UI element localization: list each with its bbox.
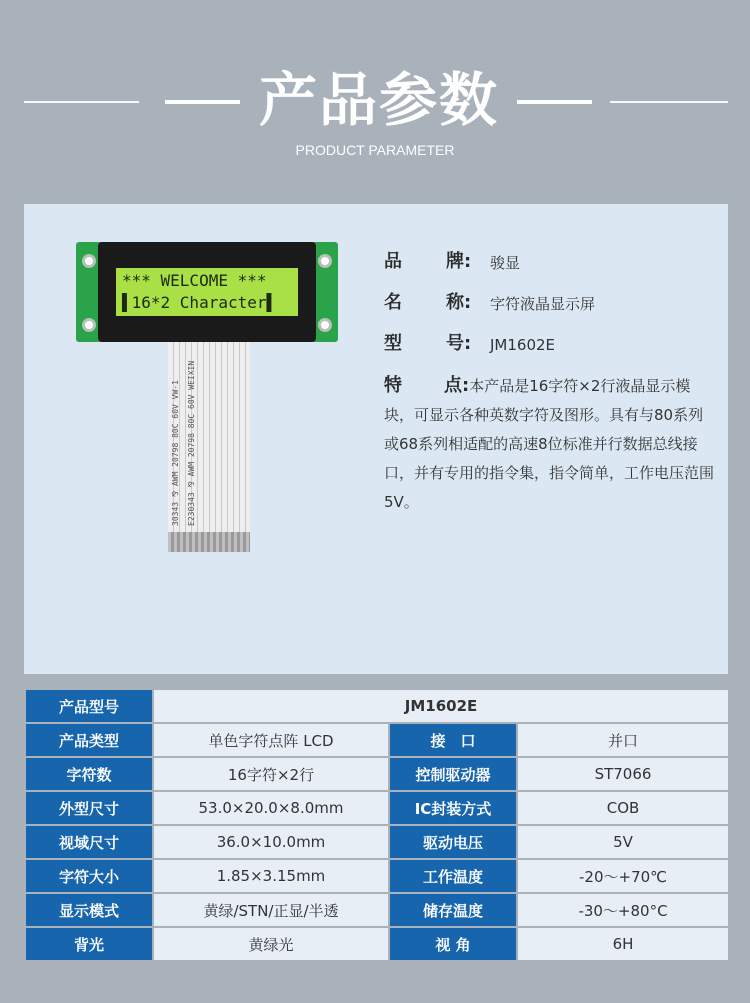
- header-line-right-thin: [610, 101, 728, 103]
- spec-feature-key-2: 点:: [444, 375, 470, 396]
- table-label: 产品型号: [25, 689, 153, 723]
- lcd-line-1: *** WELCOME ***: [122, 271, 267, 290]
- spec-brand: [384, 248, 714, 289]
- table-value: 6H: [517, 927, 729, 961]
- page-title: 产品参数: [258, 66, 499, 134]
- table-row: [25, 723, 729, 757]
- spec-feature-value: 本产品是16字符×2行液晶显示模块，可显示各种英数字符及图形。具有与80系列或68系列相适配的高速8位标准并行数据总线接口，并有专用的指令集，指令简单，工作电压范围5V。: [384, 377, 715, 511]
- table-row: [25, 757, 729, 791]
- table-label: 视域尺寸: [25, 825, 153, 859]
- table-label: IC封装方式: [389, 791, 517, 825]
- table-value: COB: [517, 791, 729, 825]
- table-label: 字符大小: [25, 859, 153, 893]
- table-label: 接 口: [389, 723, 517, 757]
- table-row: [25, 689, 729, 723]
- spec-feature: [384, 371, 714, 517]
- spec-brand-key-2: 牌:: [446, 251, 472, 272]
- table-value: 黄绿/STN/正显/半透: [153, 893, 389, 927]
- table-value: 1.85×3.15mm: [153, 859, 389, 893]
- table-value: 并口: [517, 723, 729, 757]
- table-value: 53.0×20.0×8.0mm: [153, 791, 389, 825]
- mount-hole-icon: [82, 318, 96, 332]
- ribbon-cable-print: 30343 ⅋ AWM 20798 80C 60V VW-1 E230343 ⅋ AWM 20798 80C 60V WEIXIN: [171, 360, 196, 526]
- table-label: 视 角: [389, 927, 517, 961]
- table-row: [25, 825, 729, 859]
- spec-model-value: JM1602E: [490, 336, 556, 354]
- spec-brand-key-1: 品: [384, 251, 402, 272]
- table-label: 外型尺寸: [25, 791, 153, 825]
- table-value: JM1602E: [153, 689, 729, 723]
- table-row: [25, 927, 729, 961]
- table-value: ST7066: [517, 757, 729, 791]
- spec-brand-value: 骏显: [490, 254, 521, 272]
- spec-feature-key-1: 特: [384, 375, 402, 396]
- table-value: 16字符×2行: [153, 757, 389, 791]
- table-value: 5V: [517, 825, 729, 859]
- spec-name-key-1: 名: [384, 292, 402, 313]
- table-label: 储存温度: [389, 893, 517, 927]
- table-label: 控制驱动器: [389, 757, 517, 791]
- table-row: [25, 859, 729, 893]
- header-line-left-thin: [24, 101, 139, 103]
- table-label: 背光: [25, 927, 153, 961]
- table-value: 单色字符点阵 LCD: [153, 723, 389, 757]
- lcd-module-image: [76, 242, 338, 552]
- table-label: 产品类型: [25, 723, 153, 757]
- table-label: 显示模式: [25, 893, 153, 927]
- parameter-table: [24, 688, 730, 962]
- ribbon-cable-contacts: [168, 532, 250, 552]
- table-label: 工作温度: [389, 859, 517, 893]
- mount-hole-icon: [318, 318, 332, 332]
- spec-name: [384, 289, 714, 330]
- header-line-left-thick: [165, 100, 240, 104]
- spec-model-key-2: 号:: [446, 333, 472, 354]
- table-value: 36.0×10.0mm: [153, 825, 389, 859]
- spec-list: [384, 248, 714, 517]
- table-row: [25, 893, 729, 927]
- mount-hole-icon: [82, 254, 96, 268]
- page-header: [0, 0, 750, 190]
- table-value: 黄绿光: [153, 927, 389, 961]
- header-line-right-thick: [517, 100, 592, 104]
- table-value: -20～+70℃: [517, 859, 729, 893]
- lcd-line-2: ▌16*2 Character▌: [122, 293, 277, 312]
- spec-model: [384, 330, 714, 371]
- table-value: -30～+80°C: [517, 893, 729, 927]
- table-label: 驱动电压: [389, 825, 517, 859]
- page-subtitle: PRODUCT PARAMETER: [295, 142, 455, 158]
- spec-name-key-2: 称:: [446, 292, 472, 313]
- mount-hole-icon: [318, 254, 332, 268]
- spec-name-value: 字符液晶显示屏: [490, 295, 596, 313]
- table-label: 字符数: [25, 757, 153, 791]
- spec-model-key-1: 型: [384, 333, 402, 354]
- lcd-screen: [116, 268, 298, 316]
- table-row: [25, 791, 729, 825]
- product-card: [24, 204, 728, 674]
